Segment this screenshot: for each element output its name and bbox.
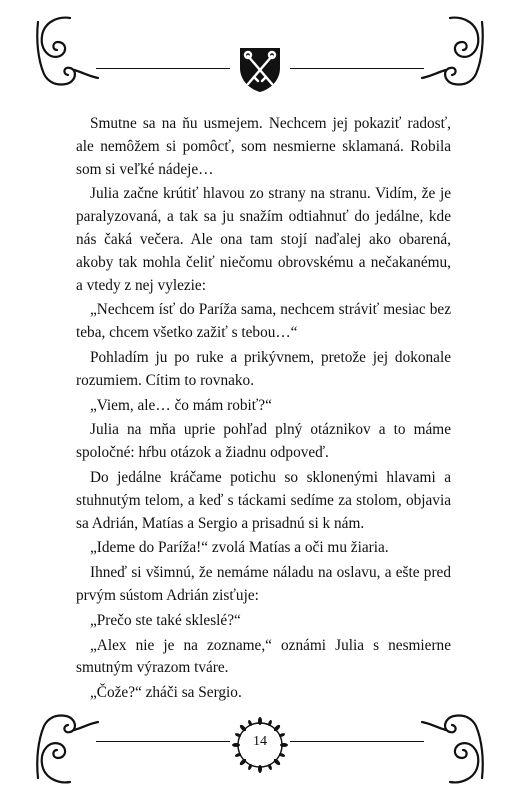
paragraph: Do jedálne kráčame potichu so sklonenými hlavami a stuhnutým telom, a keď s táckami sedíme za stolom, objavia sa Adrián, Matías a Sergio a prisadnú si k nám. xyxy=(76,468,451,532)
paragraph: Ihneď si všimnú, že nemáme náladu na oslavu, a ešte pred prvým sústom Adrián zisťuje: xyxy=(76,564,451,604)
paragraph: Pohladím ju po ruke a prikývnem, pretože jej dokonale rozumiem. Cítim to rovnako. xyxy=(76,348,451,389)
page-number: 14 xyxy=(253,734,267,749)
top-rule-right xyxy=(290,68,424,69)
corner-flourish-bottom-right-icon xyxy=(410,712,490,788)
paragraph: „Prečo ste také skleslé?“ xyxy=(90,611,241,629)
body-text xyxy=(76,113,451,707)
paragraph: „Čože?“ zháči sa Sergio. xyxy=(90,684,242,702)
page-number-frame xyxy=(229,714,291,776)
paragraph: „Nechcem ísť do Paríža sama, nechcem stráviť mesiac bez teba, chcem všetko zažiť s tebou…“ xyxy=(76,301,451,342)
paragraph: Smutne sa na ňu usmejem. Nechcem jej pokaziť radosť, ale nemôžem si pomôcť, som nesmierne sklamaná. Robila som si veľké nádeje… xyxy=(76,115,451,178)
paragraph: Julia začne krútiť hlavou zo strany na stranu. Vidím, že je paralyzovaná, a tak sa ju snažím odtiahnuť do jedálne, kde nás čaká večera. Ale ona tam stojí naďalej ako obarená, akoby tak mohla čeliť niečomu obrovskému a nečakanému, a vtedy z nej vylezie: xyxy=(76,185,451,294)
corner-flourish-top-right-icon xyxy=(410,12,490,88)
top-rule-left xyxy=(96,68,230,69)
corner-flourish-top-left-icon xyxy=(30,12,110,88)
paragraph: „Viem, ale… čo mám robiť?“ xyxy=(90,396,272,414)
paragraph: „Ideme do Paríža!“ zvolá Matías a oči mu žiaria. xyxy=(90,539,389,557)
corner-flourish-bottom-left-icon xyxy=(30,712,110,788)
bottom-rule-left xyxy=(96,741,230,742)
bottom-rule-right xyxy=(290,741,424,742)
paragraph: „Alex nie je na zozname,“ oznámi Julia s nesmierne smutným výrazom tváre. xyxy=(76,636,451,677)
paragraph: Julia na mňa uprie pohľad plný otáznikov a to máme spoločné: hŕbu otázok a žiadnu odpoveď. xyxy=(76,421,451,462)
crest-keys-shield-icon xyxy=(236,44,284,94)
